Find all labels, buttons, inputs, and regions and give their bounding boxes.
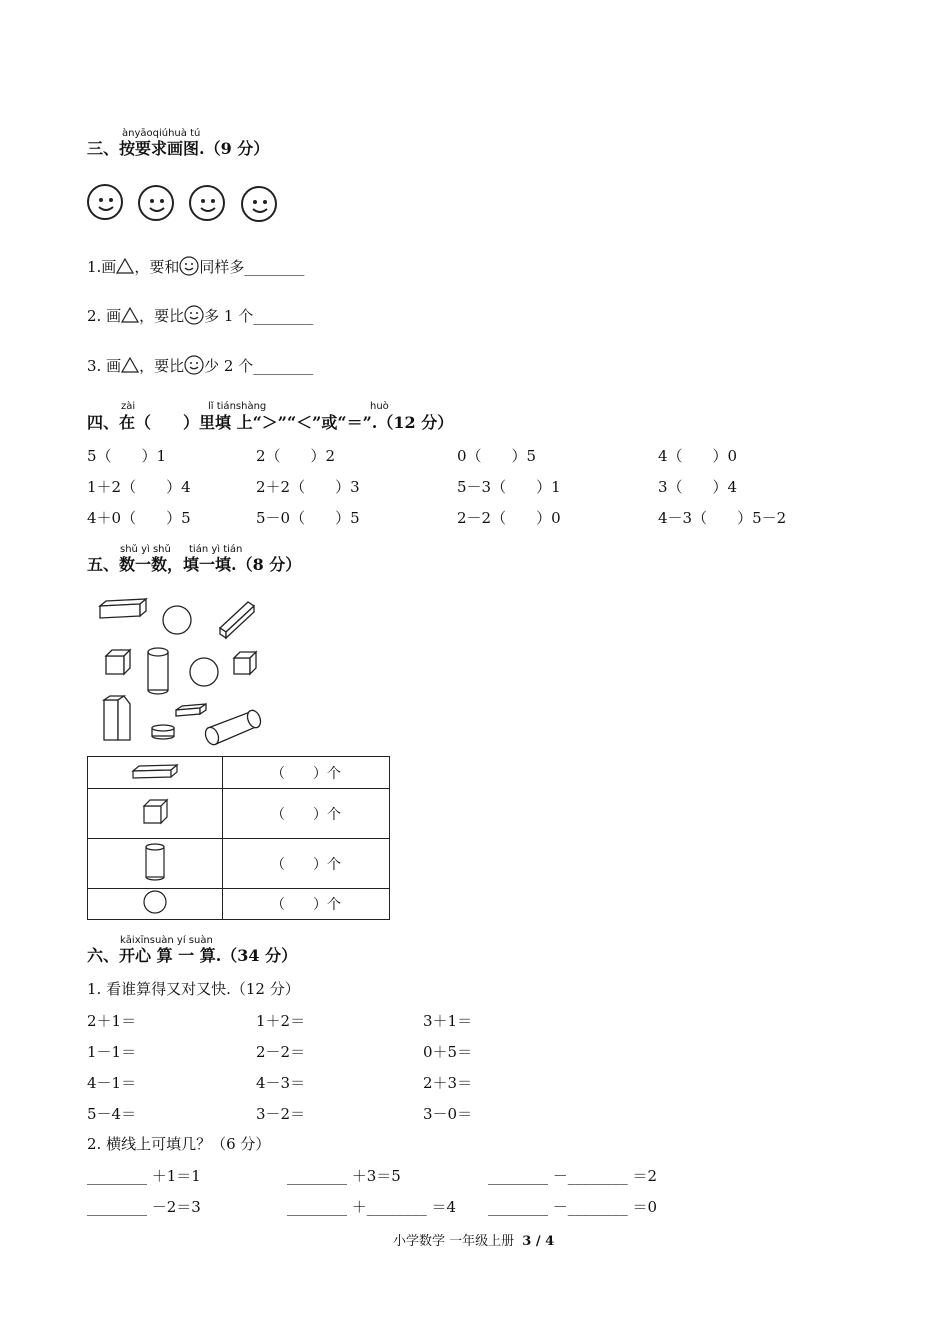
calc-item: 3－2＝ (256, 1105, 306, 1123)
question-mid: ，要比 (139, 357, 185, 375)
table-cell-shape (88, 757, 223, 789)
triangle-icon (121, 357, 139, 373)
section5-title: 五、数一数，填一填.（8 分） (87, 555, 302, 574)
cylinder-icon (143, 842, 167, 882)
section6-pinyin: kāixīnsuàn yí suàn (120, 935, 213, 946)
cylinder-short-icon (152, 725, 174, 739)
table-cell-shape (88, 789, 223, 839)
calc-item: 4－3＝ (256, 1074, 306, 1092)
table-row (88, 789, 390, 839)
cuboid-flat-icon (176, 704, 206, 716)
cylinder-icon (148, 648, 168, 694)
sphere-icon (163, 606, 191, 634)
calc-item: 3－0＝ (423, 1105, 473, 1123)
smiley-face-icon (87, 184, 123, 220)
page-number: 3 / 4 (522, 1234, 555, 1249)
question-suffix: 少 2 个________ (204, 357, 314, 375)
section4-pinyin-zai: zài (121, 401, 136, 412)
smiley-face-icon (184, 305, 204, 325)
compare-item: 5（ ）1 (87, 447, 167, 465)
question-suffix: 同样多________ (199, 258, 305, 276)
fill-blank-item[interactable]: ________ ＋1＝1 (87, 1167, 201, 1185)
smiley-face-icon (189, 185, 225, 221)
section4-pinyin-huo: huò (370, 401, 389, 412)
sphere-icon (190, 658, 218, 686)
section5-pinyin-a: shǔ yì shǔ (120, 544, 171, 555)
table-row (88, 889, 390, 920)
question-mid: ，要和 (134, 258, 180, 276)
calc-item: 5－4＝ (87, 1105, 137, 1123)
part2-title: 2. 横线上可填几？（6 分） (87, 1135, 271, 1153)
draw-question-1 (87, 256, 304, 277)
table-cell-answer[interactable]: （ ）个 (223, 839, 390, 889)
cube-icon (106, 650, 130, 674)
compare-item: 1＋2（ ）4 (87, 478, 191, 496)
compare-item: 3（ ）4 (658, 478, 738, 496)
section5-pinyin-b: tián yì tián (189, 544, 243, 555)
table-cell-answer[interactable]: （ ）个 (223, 889, 390, 920)
footer-text: 小学数学 一年级上册 (393, 1234, 515, 1249)
smiley-face-icon (179, 256, 199, 276)
calc-item: 1＋2＝ (256, 1012, 306, 1030)
cuboid-flat-icon (129, 762, 181, 780)
triangle-icon (116, 258, 134, 274)
compare-item: 0（ ）5 (457, 447, 537, 465)
question-prefix: 3. 画 (87, 357, 122, 375)
calc-item: 0＋5＝ (423, 1043, 473, 1061)
question-prefix: 2. 画 (87, 307, 122, 325)
calc-item: 2＋1＝ (87, 1012, 137, 1030)
triangle-icon (121, 307, 139, 323)
draw-question-2 (87, 305, 313, 326)
draw-question-3 (87, 355, 313, 376)
smiley-face-icon (184, 355, 204, 375)
solid-shapes-illustration (90, 596, 275, 748)
cube-icon (234, 652, 256, 674)
table-cell-answer[interactable]: （ ）个 (223, 757, 390, 789)
table-cell-shape (88, 839, 223, 889)
question-mid: ，要比 (139, 307, 185, 325)
calc-item: 2－2＝ (256, 1043, 306, 1061)
smiley-face-icon (241, 186, 277, 222)
compare-item: 2－2（ ）0 (457, 509, 561, 527)
sphere-icon (142, 889, 168, 915)
calc-item: 4－1＝ (87, 1074, 137, 1092)
smiley-face-icon (138, 185, 174, 221)
compare-item: 4＋0（ ）5 (87, 509, 191, 527)
calc-item: 3＋1＝ (423, 1012, 473, 1030)
fill-blank-item[interactable]: ________ ＋________ ＝4 (287, 1198, 457, 1216)
cuboid-bar-icon (220, 602, 254, 638)
fill-blank-item[interactable]: ________ －2＝3 (87, 1198, 201, 1216)
calc-item: 1－1＝ (87, 1043, 137, 1061)
compare-item: 4－3（ ）5－2 (658, 509, 787, 527)
table-row (88, 757, 390, 789)
compare-item: 5－0（ ）5 (256, 509, 360, 527)
question-prefix: 1.画 (87, 258, 117, 276)
count-table (87, 756, 390, 920)
fill-blank-item[interactable]: ________ －________ ＝2 (488, 1167, 658, 1185)
section4-pinyin-tian: lǐ tiánshàng (208, 401, 267, 412)
table-cell-shape (88, 889, 223, 920)
compare-item: 2（ ）2 (256, 447, 336, 465)
section3-pinyin: ànyāoqiúhuà tú (122, 128, 201, 139)
compare-item: 4（ ）0 (658, 447, 738, 465)
cylinder-lying-icon (203, 708, 263, 746)
part1-title: 1. 看谁算得又对又快.（12 分） (87, 980, 300, 998)
table-row (88, 839, 390, 889)
cuboid-tall-icon (104, 696, 130, 740)
fill-blank-item[interactable]: ________ －________ ＝0 (488, 1198, 658, 1216)
cuboid-flat-icon (100, 599, 146, 618)
section6-title: 六、开心 算 一 算.（34 分） (87, 946, 298, 965)
compare-item: 5－3（ ）1 (457, 478, 561, 496)
cube-icon (141, 798, 169, 826)
table-cell-answer[interactable]: （ ）个 (223, 789, 390, 839)
section3-title: 三、按要求画图.（9 分） (87, 139, 270, 158)
compare-item: 2＋2（ ）3 (256, 478, 360, 496)
section4-title: 四、在（ ）里填 上“＞”“＜”或“＝”.（12 分） (87, 413, 454, 432)
question-suffix: 多 1 个________ (204, 307, 314, 325)
fill-blank-item[interactable]: ________ ＋3＝5 (287, 1167, 401, 1185)
page-footer (393, 1230, 554, 1249)
calc-item: 2＋3＝ (423, 1074, 473, 1092)
